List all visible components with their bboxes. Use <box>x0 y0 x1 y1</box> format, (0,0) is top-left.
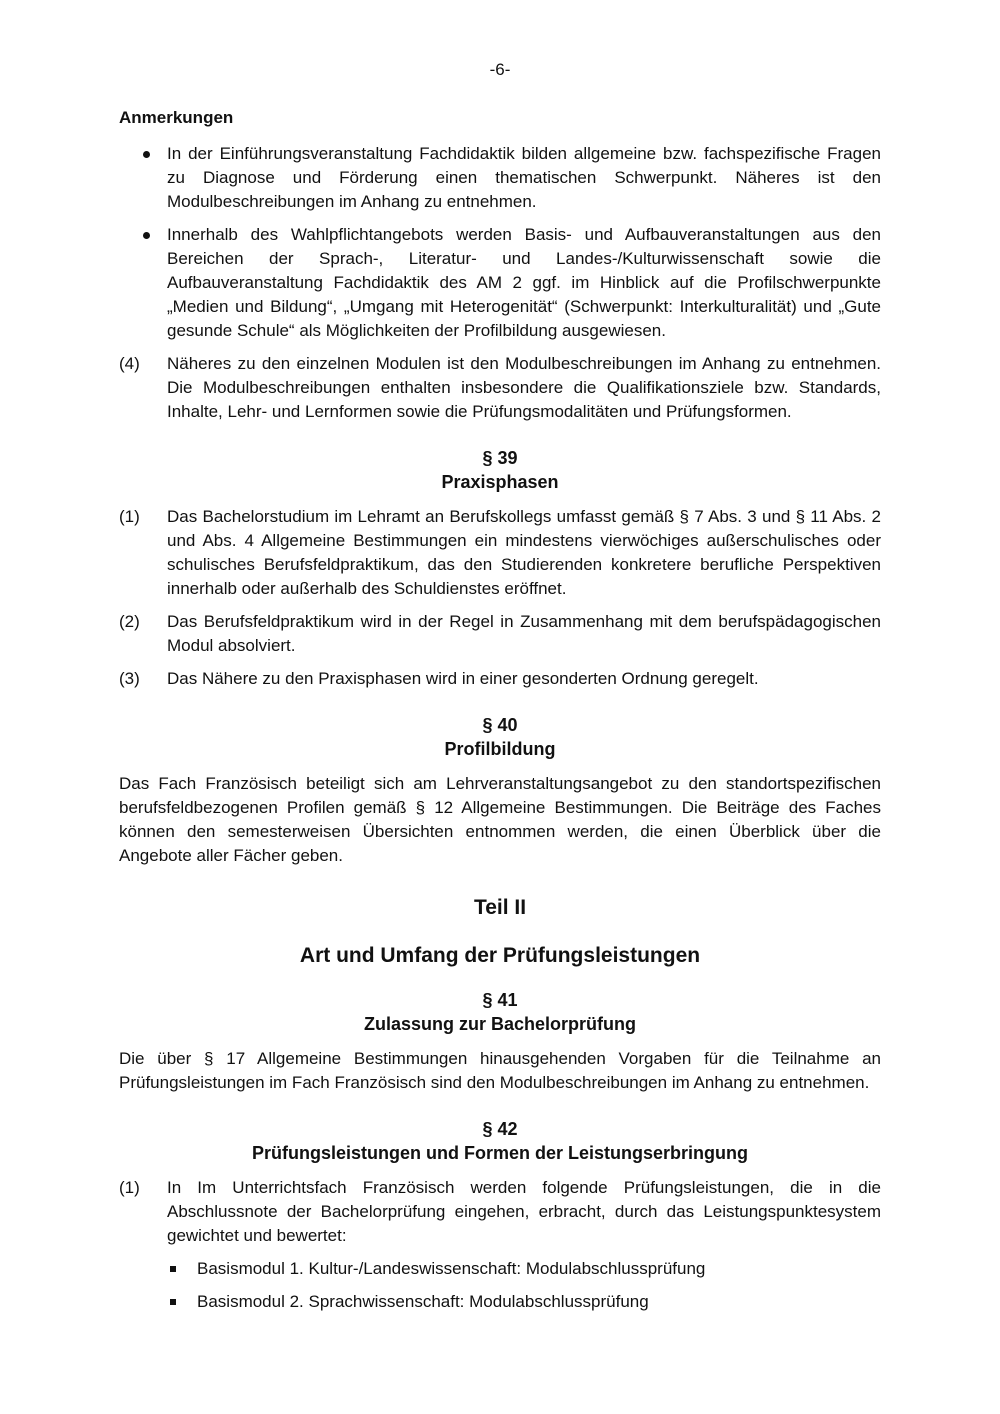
paragraph-text: Das Bachelorstudium im Lehramt an Berufskollegs umfasst gemäß § 7 Abs. 3 und § 11 Abs. 2 und Abs. 4 Allgemeine Bestimmungen ein mindestens vierwöchiges außerschulisches oder schulisches Berufsfeldpraktikum, das den Studierenden konkretere berufliche Perspektiven innerhalb oder außerhalb des Schuldienstes eröffnet. <box>167 507 881 598</box>
list-item <box>119 1257 881 1281</box>
paragraph-text: Näheres zu den einzelnen Modulen ist den Modulbeschreibungen im Anhang zu entnehmen. Die Modulbeschreibungen enthalten insbesondere die Qualifikationsziele bzw. Standards, Inhalte, Lehr- und Lernformen sowie die Prüfungsmodalitäten und Prüfungsformen. <box>167 354 881 421</box>
bullet-icon <box>143 232 150 239</box>
list-item <box>119 1290 881 1314</box>
paragraph-text: In Im Unterrichtsfach Französisch werden folgende Prüfungsleistungen, die in die Abschlussnote der Bachelorprüfung eingehen, erbracht, durch das Leistungspunktesystem gewichtet und bewertet: <box>167 1178 881 1245</box>
paragraph-text: Das Nähere zu den Praxisphasen wird in einer gesonderten Ordnung geregelt. <box>167 669 759 688</box>
paragraph-number: (4) <box>119 354 140 373</box>
section-40-number: § 40 <box>482 715 518 735</box>
paragraph-number: (2) <box>119 612 140 631</box>
section-39-paragraph-2 <box>119 610 881 658</box>
paragraph-number: (1) <box>119 1178 140 1197</box>
section-39-paragraph-3 <box>119 667 881 691</box>
page-number: -6- <box>489 60 511 79</box>
square-bullet-icon <box>170 1266 176 1272</box>
part-2-title: Teil II <box>473 896 527 919</box>
section-41-title: Zulassung zur Bachelorprüfung <box>363 1014 636 1034</box>
list-item <box>119 223 881 343</box>
section-40-title: Profilbildung <box>444 739 556 759</box>
paragraph-text: Das Berufsfeldpraktikum wird in der Regel in Zusammenhang mit dem berufspädagogischen Modul absolviert. <box>167 612 881 655</box>
section-42-paragraph-1 <box>119 1176 881 1248</box>
list-item-text: Basismodul 2. Sprachwissenschaft: Modulabschlussprüfung <box>197 1292 649 1311</box>
part-2-subtitle: Art und Umfang der Prüfungsleistungen <box>299 944 701 967</box>
anmerkungen-heading: Anmerkungen <box>119 108 234 127</box>
section-41-text: Die über § 17 Allgemeine Bestimmungen hinausgehenden Vorgaben für die Teilnahme an Prüfungsleistungen im Fach Französisch sind den Modulbeschreibungen im Anhang zu entnehmen. <box>119 1049 881 1092</box>
section-42-title: Prüfungsleistungen und Formen der Leistungserbringung <box>251 1143 748 1163</box>
section-40-text: Das Fach Französisch beteiligt sich am Lehrveranstaltungsangebot zu den standortspezifischen berufsfeldbezogenen Profilen gemäß § 12 Allgemeine Bestimmungen. Die Beiträge des Faches können den semesterweisen Übersichten entnommen werden, die einen Überblick über die Angebote aller Fächer geben. <box>119 774 881 865</box>
section-39-title: Praxisphasen <box>441 472 559 492</box>
bullet-icon <box>143 151 150 158</box>
paragraph-4 <box>119 352 881 424</box>
section-39-paragraph-1 <box>119 505 881 601</box>
anmerkungen-list <box>119 142 881 343</box>
square-bullet-icon <box>170 1299 176 1305</box>
pruefungsleistungen-list <box>119 1257 881 1314</box>
list-item <box>119 142 881 214</box>
section-42-number: § 42 <box>482 1119 518 1139</box>
page-content <box>119 106 881 1323</box>
bullet-text: In der Einführungsveranstaltung Fachdidaktik bilden allgemeine bzw. fachspezifische Fragen zu Diagnose und Förderung einen thematischen Schwerpunkt. Näheres ist den Modulbeschreibungen im Anhang zu entnehmen. <box>167 144 881 211</box>
bullet-text: Innerhalb des Wahlpflichtangebots werden Basis- und Aufbauveranstaltungen aus den Bereichen der Sprach-, Literatur- und Landes-/Kulturwissenschaft sowie die Aufbauveranstaltung Fachdidaktik des AM 2 ggf. im Hinblick auf die Profilschwerpunkte „Medien und Bildung“, „Umgang mit Heterogenität“ (Schwerpunkt: Interkulturalität) und „Gute gesunde Schule“ als Möglichkeiten der Profilbildung ausgewiesen. <box>167 225 881 340</box>
paragraph-number: (1) <box>119 507 140 526</box>
section-41-number: § 41 <box>482 990 518 1010</box>
list-item-text: Basismodul 1. Kultur-/Landeswissenschaft: Modulabschlussprüfung <box>197 1259 706 1278</box>
paragraph-number: (3) <box>119 669 140 688</box>
section-39-number: § 39 <box>482 448 518 468</box>
